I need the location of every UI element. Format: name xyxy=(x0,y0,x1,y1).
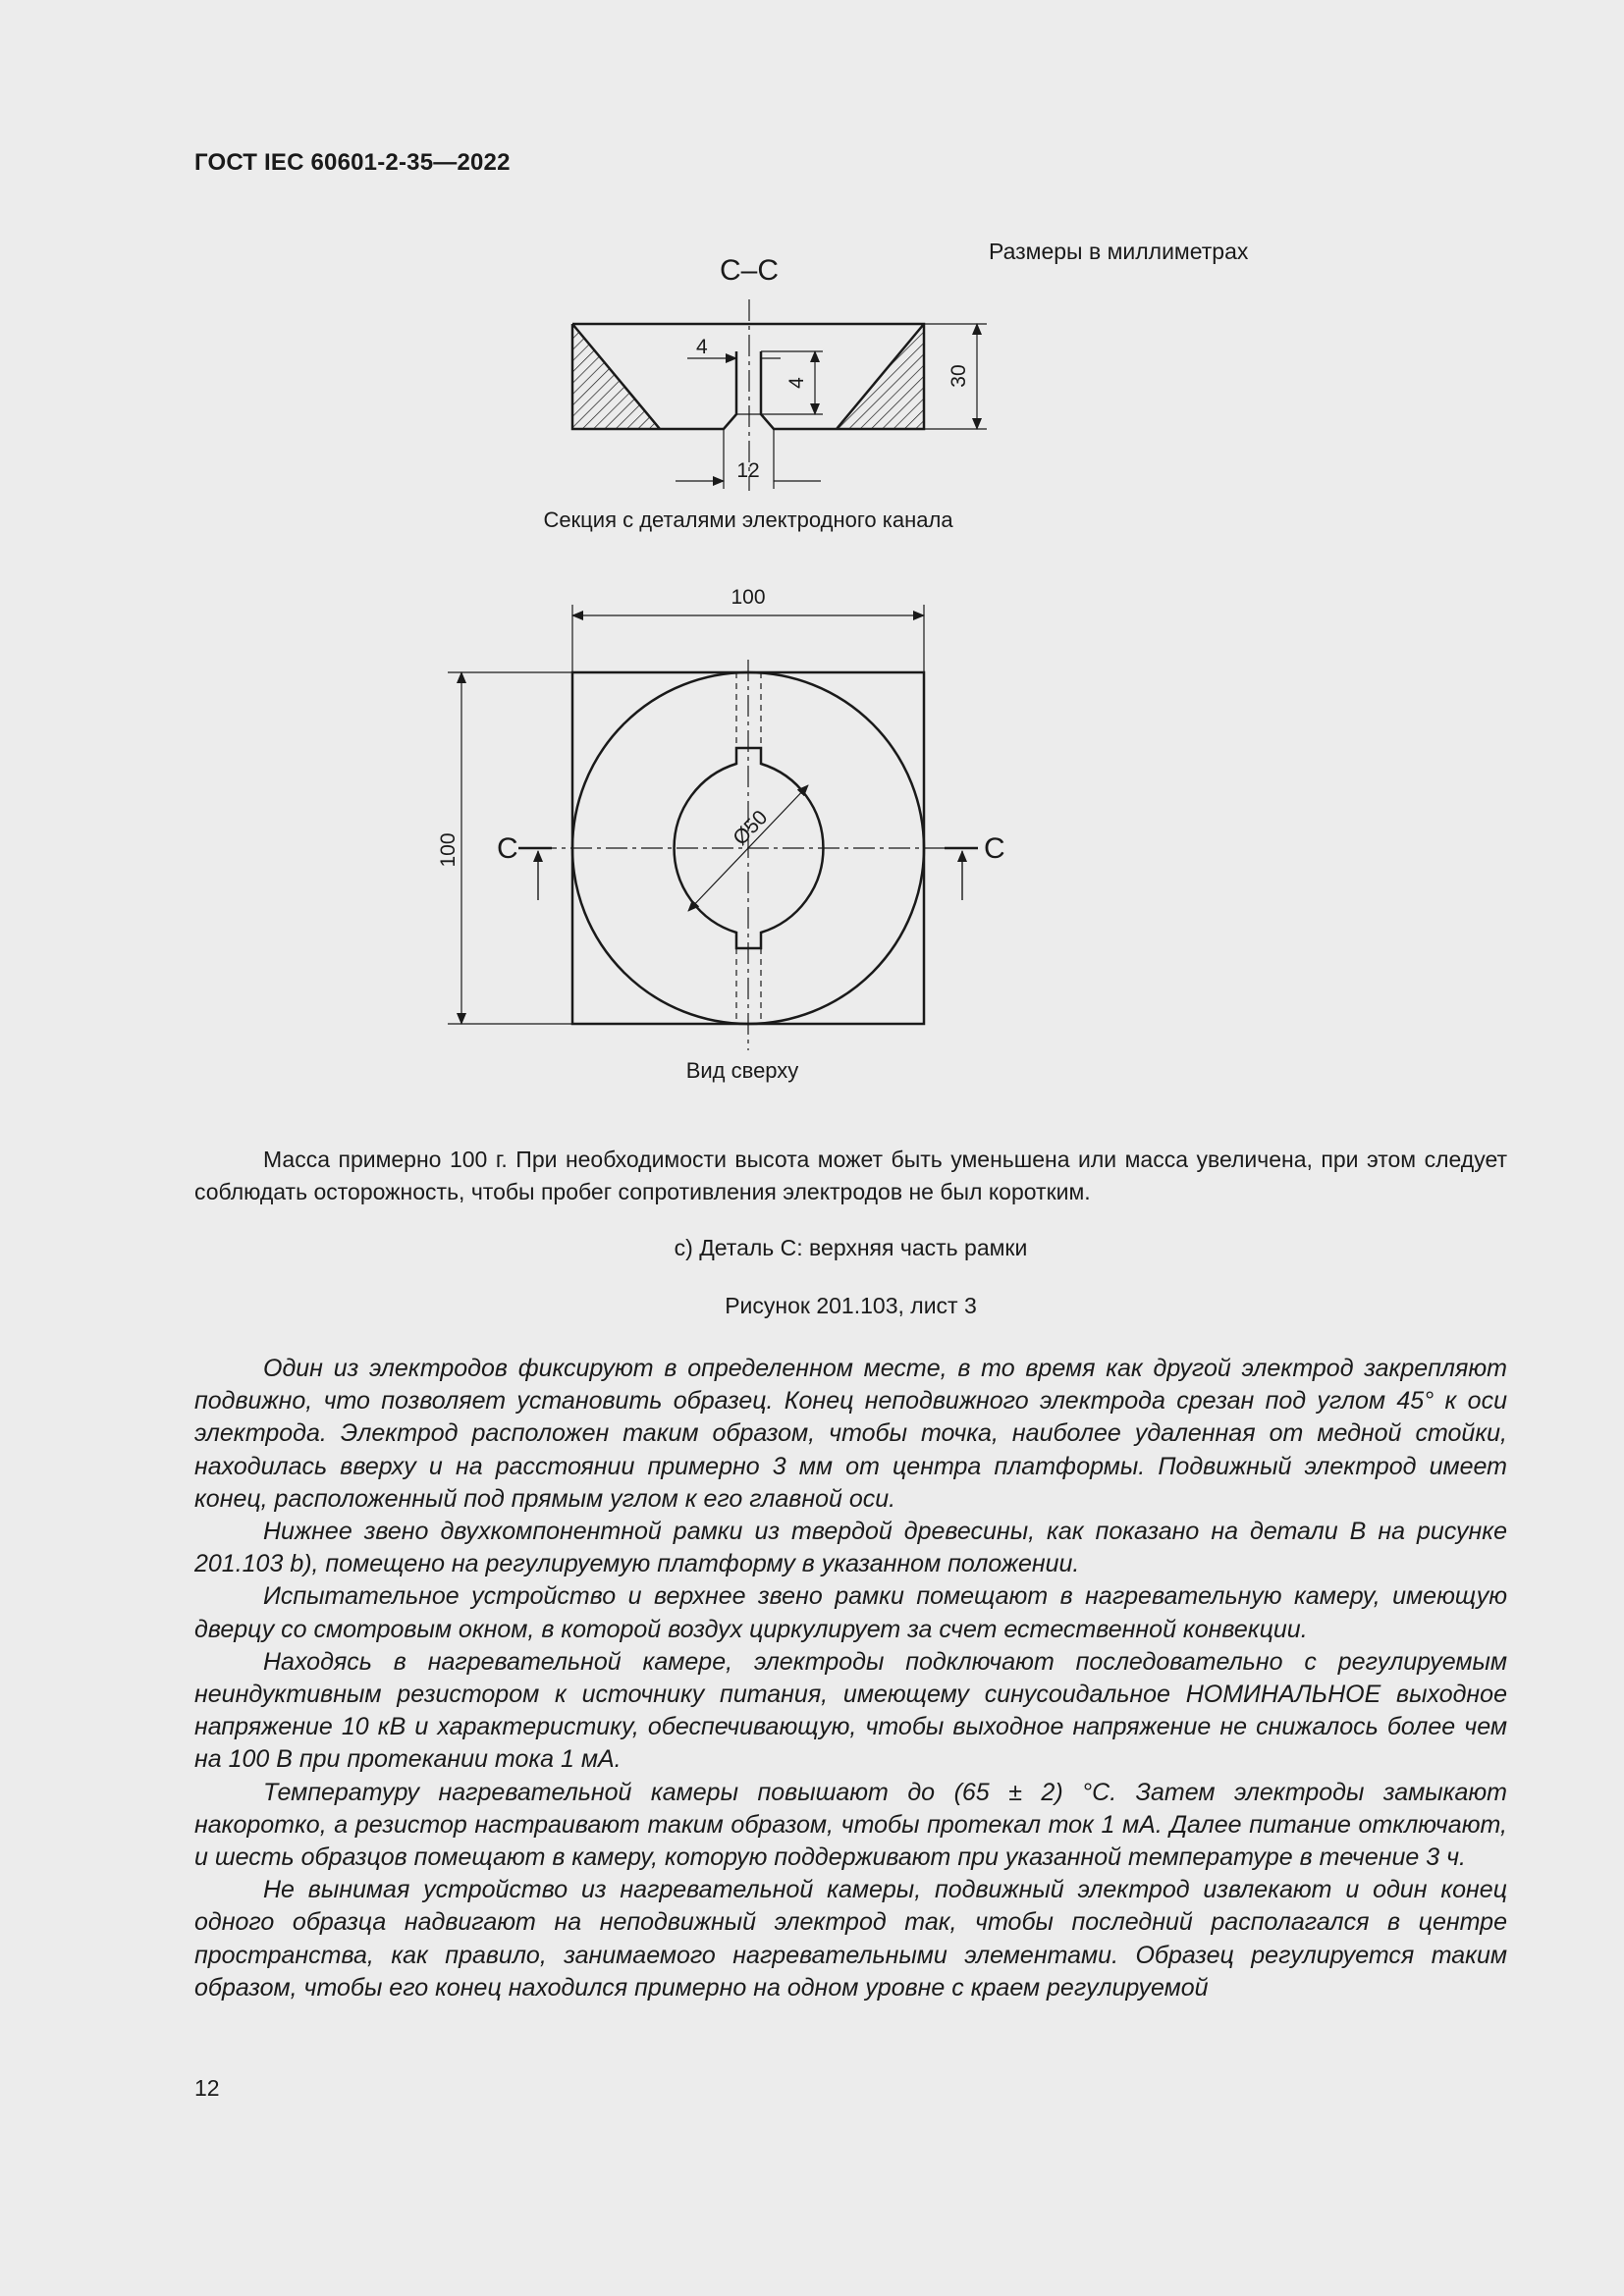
dim-channel-width: 4 xyxy=(696,336,708,358)
dim-diameter: Ø50 xyxy=(729,806,773,850)
dim-top-width: 100 xyxy=(731,586,766,609)
dim-height: 30 xyxy=(947,364,970,388)
units-note: Размеры в миллиметрах xyxy=(989,239,1249,264)
body-text xyxy=(194,1353,1507,2004)
mass-note: Масса примерно 100 г. При необходимости высота может быть уменьшена или масса увеличена, при этом следует соблюдать осторожность, чтобы пробег сопротивления электродов не был коротким. xyxy=(194,1147,1507,1204)
paragraph: Нижнее звено двухкомпонентной рамки из твердой древесины, как показано на детали В на рисунке 201.103 b), помещено на регулируемую платформу в указанном положении. xyxy=(194,1518,1507,1578)
detail-caption: с) Деталь С: верхняя часть рамки xyxy=(674,1235,1028,1260)
top-view xyxy=(437,586,1005,1050)
dim-channel-depth: 4 xyxy=(785,377,808,389)
dim-bottom: 12 xyxy=(736,459,760,482)
section-label: С–С xyxy=(719,254,780,287)
cut-label-right: С xyxy=(984,832,1005,865)
paragraph: Испытательное устройство и верхнее звено рамки помещают в нагревательную камеру, имеющую дверцу со смотровым окном, в которой воздух циркулирует за счет естественной конвекции. xyxy=(194,1582,1507,1643)
dim-top-height: 100 xyxy=(437,832,460,868)
paragraph: Один из электродов фиксируют в определенном месте, в то время как другой электрод закрепляют подвижно, что позволяет установить образец. Конец неподвижного электрода срезан под углом 45° к оси электрода. Электрод расположен таким образом, чтобы точка, наиболее удаленная от медной стойки, находилась вверху и на расстоянии примерно 3 мм от центра платформы. Подвижный электрод имеет конец, расположенный под прямым углом к его главной оси. xyxy=(194,1355,1507,1513)
paragraph: Находясь в нагревательной камере, электроды подключают последовательно с регулируемым неиндуктивным резистором к источнику питания, имеющему синусоидальное НОМИНАЛЬНОЕ выходное напряжение 10 кВ и характеристику, обеспечивающую, чтобы выходное напряжение не снижалось более чем на 100 В при протекании тока 1 мА. xyxy=(194,1647,1507,1774)
top-view-caption: Вид сверху xyxy=(685,1058,799,1083)
paragraph: Не вынимая устройство из нагревательной камеры, подвижный электрод извлекают и один конец одного образца надвигают на неподвижный электрод так, чтобы последний располагался в центре пространства, как правило, занимаемого нагревательными элементами. Образец регулируется таким образом, чтобы его конец находился примерно на одном уровне с краем регулируемой xyxy=(194,1876,1507,2002)
section-view xyxy=(572,254,987,491)
page-number: 12 xyxy=(194,2075,220,2101)
cut-label-left: С xyxy=(497,832,518,865)
section-caption: Секция с деталями электродного канала xyxy=(543,507,953,532)
page-header: ГОСТ IEC 60601-2-35—2022 xyxy=(194,149,511,176)
paragraph: Температуру нагревательной камеры повышают до (65 ± 2) °С. Затем электроды замыкают накоротко, а резистор настраивают таким образом, чтобы протекал ток 1 мА. Далее питание отключают, и шесть образцов помещают в камеру, которую поддерживают при указанной температуре в течение 3 ч. xyxy=(194,1778,1507,1872)
figure-caption: Рисунок 201.103, лист 3 xyxy=(725,1293,977,1318)
technical-drawing xyxy=(0,0,1624,1099)
